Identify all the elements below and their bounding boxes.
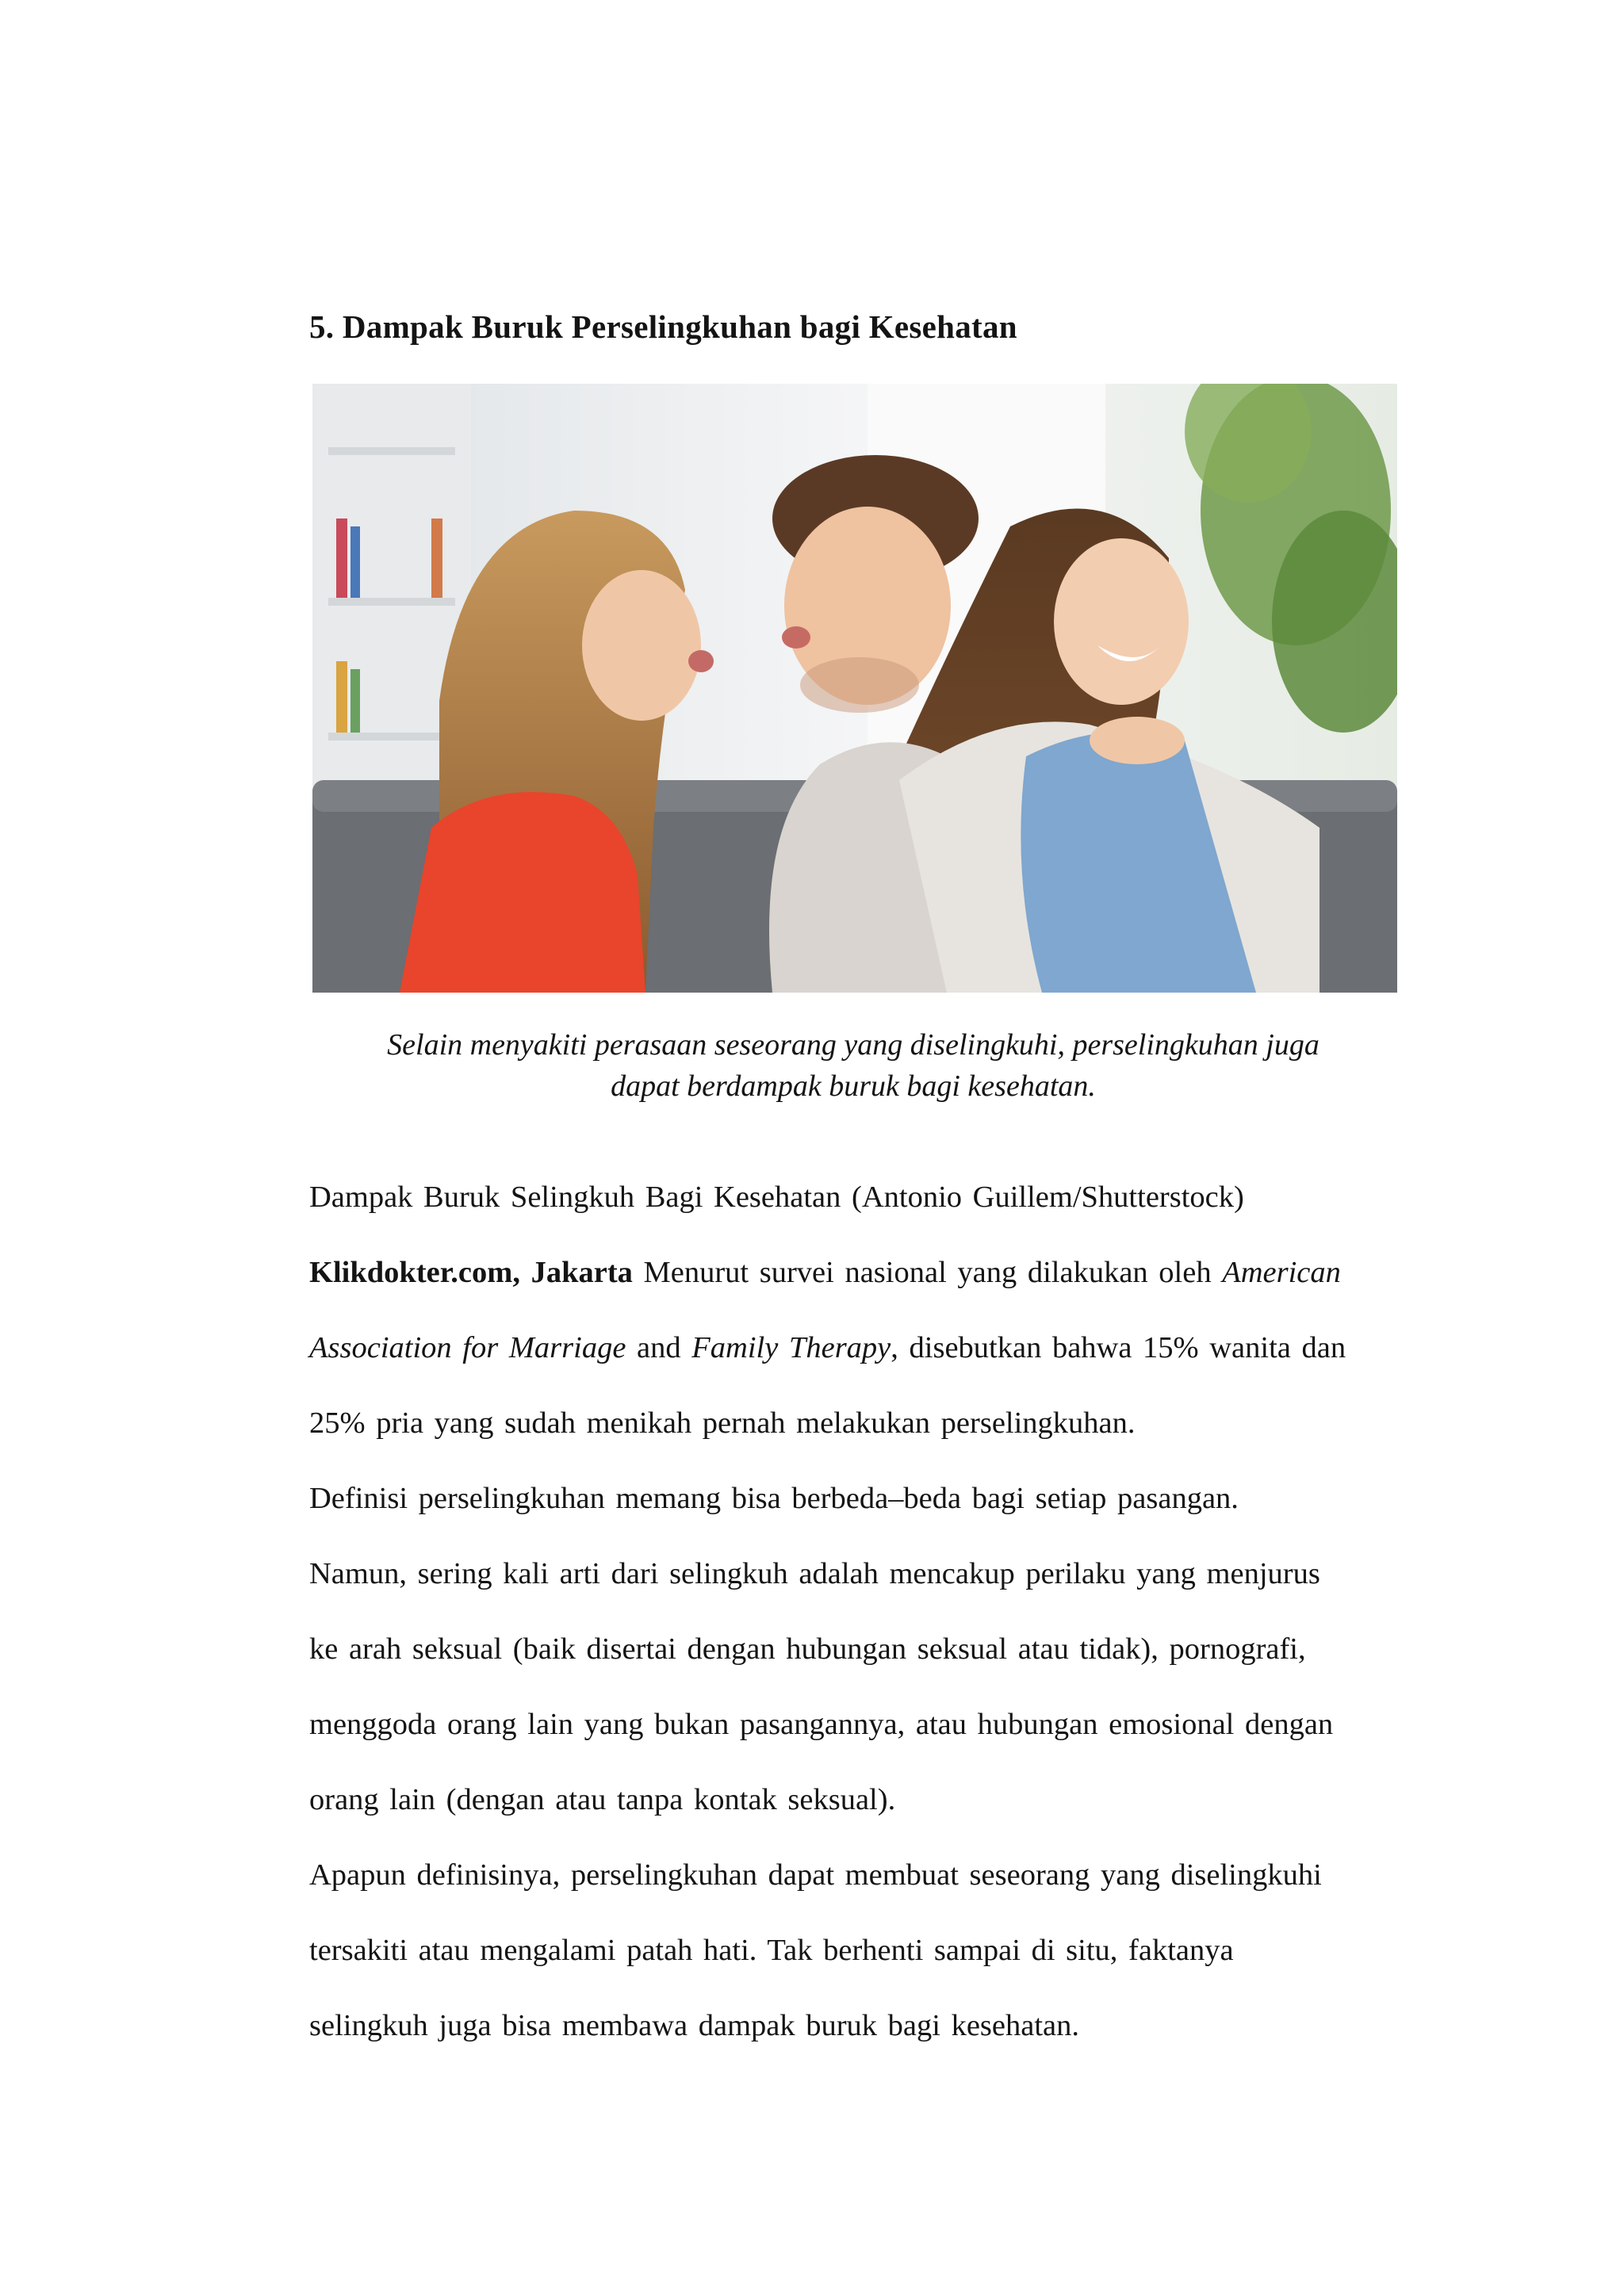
article-photo xyxy=(312,384,1397,993)
caption-line-2: dapat berdampak buruk bagi kesehatan. xyxy=(611,1070,1096,1103)
paragraph-2-line-1: Definisi perselingkuhan memang bisa berbeda–beda bagi setiap pasangan. xyxy=(309,1482,1239,1515)
paragraph-1-line-1 xyxy=(309,1255,1341,1290)
paragraph-2-line-5: orang lain (dengan atau tanpa kontak seksual). xyxy=(309,1783,896,1816)
paragraph-1-line-3: 25% pria yang sudah menikah pernah melakukan perselingkuhan. xyxy=(309,1406,1136,1440)
source-label: Klikdokter.com, Jakarta xyxy=(309,1256,633,1289)
para1-text-a: Menurut survei nasional yang dilakukan oleh xyxy=(632,1256,1223,1289)
paragraph-3-line-3: selingkuh juga bisa membawa dampak buruk bagi kesehatan. xyxy=(309,2009,1079,2042)
paragraph-2-line-3: ke arah seksual (baik disertai dengan hubungan seksual atau tidak), pornografi, xyxy=(309,1632,1306,1666)
photo-caption xyxy=(309,1024,1397,1107)
paragraph-2-line-4: menggoda orang lain yang bukan pasangannya, atau hubungan emosional dengan xyxy=(309,1708,1334,1741)
org-name-b: Association for Marriage xyxy=(309,1331,626,1364)
image-credit: Dampak Buruk Selingkuh Bagi Kesehatan (Antonio Guillem/Shutterstock) xyxy=(309,1181,1244,1214)
paragraph-3-line-1: Apapun definisinya, perselingkuhan dapat membuat seseorang yang diselingkuhi xyxy=(309,1858,1322,1892)
para1-text-c: , disebutkan bahwa 15% wanita dan xyxy=(891,1331,1346,1364)
para1-text-b: and xyxy=(626,1331,692,1364)
org-name-a: American xyxy=(1222,1256,1341,1289)
photo-illustration xyxy=(312,384,1397,993)
caption-line-1: Selain menyakiti perasaan seseorang yang diselingkuhi, perselingkuhan juga xyxy=(387,1028,1320,1062)
section-heading: 5. Dampak Buruk Perselingkuhan bagi Kesehatan xyxy=(309,308,1017,345)
paragraph-1-line-2 xyxy=(309,1330,1346,1365)
paragraph-2-line-2: Namun, sering kali arti dari selingkuh adalah mencakup perilaku yang menjurus xyxy=(309,1557,1320,1590)
org-name-c: Family Therapy xyxy=(691,1331,891,1364)
paragraph-3-line-2: tersakiti atau mengalami patah hati. Tak berhenti sampai di situ, faktanya xyxy=(309,1934,1234,1967)
